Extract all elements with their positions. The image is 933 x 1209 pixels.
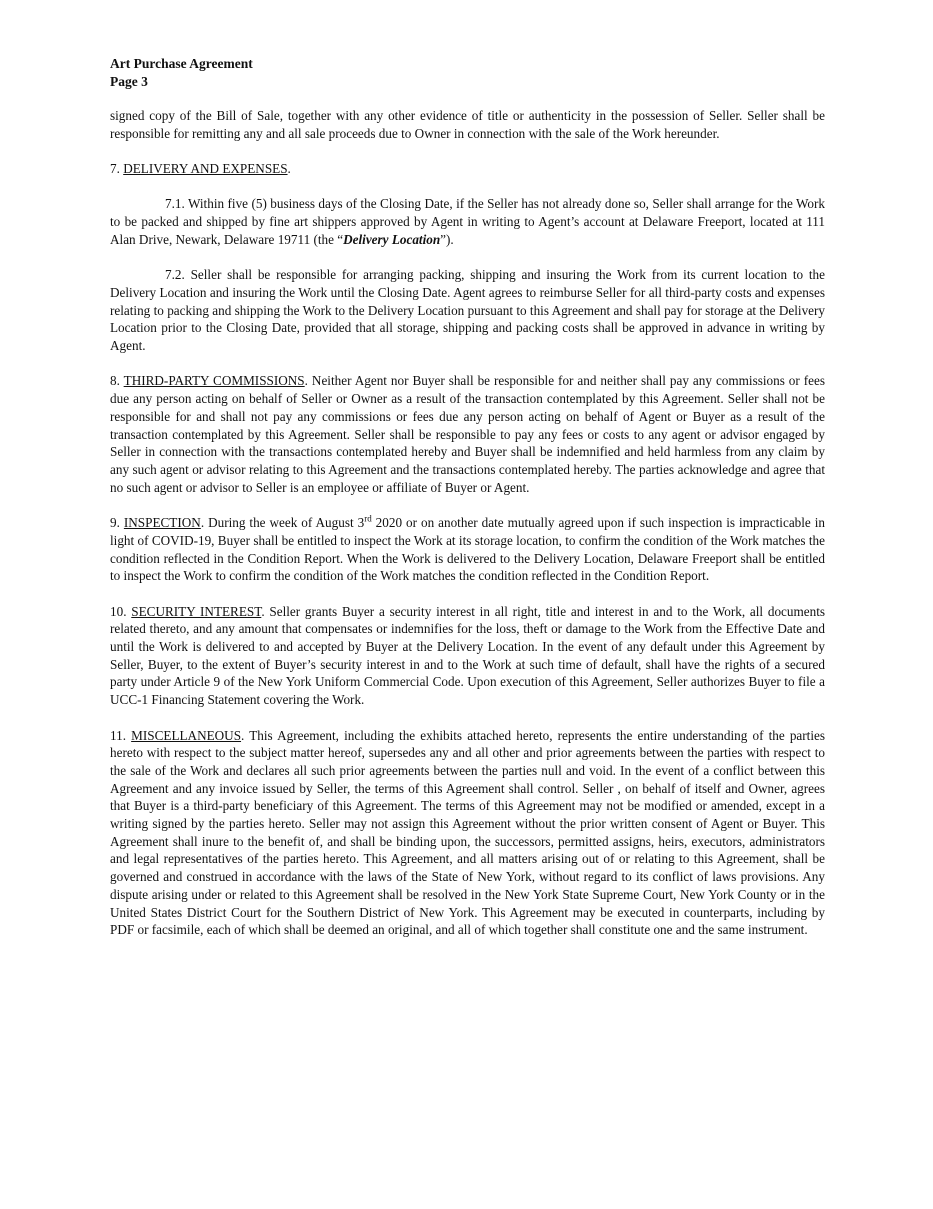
section-title: THIRD-PARTY COMMISSIONS (123, 373, 305, 389)
section-7-2-paragraph: 7.2. Seller shall be responsible for arranging packing, shipping and insuring the Work from its current location to the Delivery Location and insuring the Work until the Closing Date. Agent agrees to reimburse Seller for all third-party costs and expenses relating to packing and shipping the Work to the Delivery Location pursuant to this Agreement and shall pay for storage at the Delivery Location prior to the Closing Date, provided that all storage, shipping and packing costs shall be approved in advance in writing by Agent. (110, 267, 825, 354)
section-10-paragraph: 10. SECURITY INTEREST. Seller grants Buyer a security interest in all right, title and interest in and to the Work, all documents related thereto, and any amount that compensates or indemnifies for the loss, theft or damage to the Work from the Effective Date and until the Work is delivered to and accepted by Buyer at the Delivery Location. In the event of any default under this Agreement by Seller, Buyer, to the extent of Buyer’s security interest in and to the Work at such time of default, shall have the rights of a secured party under Article 9 of the New York Uniform Commercial Code. Upon execution of this Agreement, Seller authorizes Buyer to file a UCC-1 Financing Statement covering the Work. (110, 603, 826, 708)
section-number: 7. (110, 161, 124, 177)
defined-term: Delivery Location (343, 231, 441, 247)
document-page (110, 55, 825, 939)
section-number: 8. (110, 373, 124, 389)
section-title: DELIVERY AND EXPENSES (123, 161, 288, 177)
section-number: 10. (110, 603, 132, 619)
section-title: MISCELLANEOUS (131, 727, 242, 743)
section-title: SECURITY INTEREST (131, 603, 262, 619)
section-number: 9. (110, 515, 124, 531)
page-number: Page 3 (110, 73, 148, 89)
section-number: 11. (110, 727, 132, 743)
section-9-paragraph: 9. INSPECTION. During the week of August 3rd 2020 or on another date mutually agreed upon if such inspection is impracticable in light of COVID-19, Buyer shall be entitled to inspect the Work at its storage location, to confirm the condition of the Work matches the condition reflected in the Condition Report. When the Work is delivered to the Delivery Location, Delaware Freeport shall be entitled to inspect the Work to confirm the condition of the Work matches the condition reflected in the Condition Report. (110, 513, 826, 584)
document-title: Art Purchase Agreement (110, 56, 253, 71)
ordinal-suffix: rd (364, 513, 372, 524)
section-8-paragraph: 8. THIRD-PARTY COMMISSIONS. Neither Agent nor Buyer shall be responsible for and neither shall pay any commissions or fees due any person acting on behalf of Seller or Owner as a result of the transaction contemplated by this Agreement. Seller shall not be responsible for and shall not pay any commissions or fees due any person acting on behalf of Agent or Buyer as a result of the transaction contemplated by this Agreement. Seller shall be responsible to pay any fees or costs to any agent or advisor engaged by Seller in connection with the transactions contemplated hereby and Buyer shall be indemnified and held harmless from any claim by any such agent or advisor relating to this Agreement and the transactions contemplated hereby. The parties acknowledge and agree that no such agent or advisor to Seller is an employee or affiliate of Buyer or Agent. (110, 373, 825, 495)
section-7-1-paragraph: 7.1. Within five (5) business days of the Closing Date, if the Seller has not already done so, Seller shall arrange for the Work to be packed and shipped by fine art shippers approved by Agent in writing to Agent’s account at Delaware Freeport, located at 111 Alan Drive, Newark, Delaware 19711 (the “Delivery Location”). (110, 196, 825, 247)
intro-paragraph: signed copy of the Bill of Sale, together with any other evidence of title or authenticity in the possession of Seller. Seller shall be responsible for remitting any and all sale proceeds due to Owner in connection with the sale of the Work hereunder. (110, 108, 825, 141)
page-header (110, 55, 825, 90)
section-7-heading: 7. DELIVERY AND EXPENSES. (110, 161, 291, 177)
section-11-paragraph: 11. MISCELLANEOUS. This Agreement, including the exhibits attached hereto, represents the entire understanding of the parties hereto with respect to the subject matter hereof, supersedes any and all other and prior agreements between the parties with respect to the sale of the Work and declares all such prior agreements between the parties null and void. In the event of a conflict between this Agreement and any invoice issued by Seller, the terms of this Agreement shall control. Seller , on behalf of itself and Owner, agrees that Buyer is a third-party beneficiary of this Agreement. The terms of this Agreement may not be modified or amended, except in a writing signed by the parties hereto. Seller may not assign this Agreement without the prior written consent of Agent or Buyer. This Agreement shall inure to the benefit of, and shall be binding upon, the successors, permitted assigns, heirs, executors, administrators and legal representatives of the parties hereto. This Agreement, and all matters arising out of or relating to this Agreement, shall be governed and construed in accordance with the laws of the State of New York, without regard to its conflict of laws provisions. Any dispute arising under or related to this Agreement shall be resolved in the New York State Supreme Court, New York County or in the United States District Court for the Southern District of New York. This Agreement may be executed in counterparts, including by PDF or facsimile, each of which shall be deemed an original, and all of which together shall constitute one and the same instrument. (110, 727, 825, 938)
section-title: INSPECTION (123, 515, 201, 531)
